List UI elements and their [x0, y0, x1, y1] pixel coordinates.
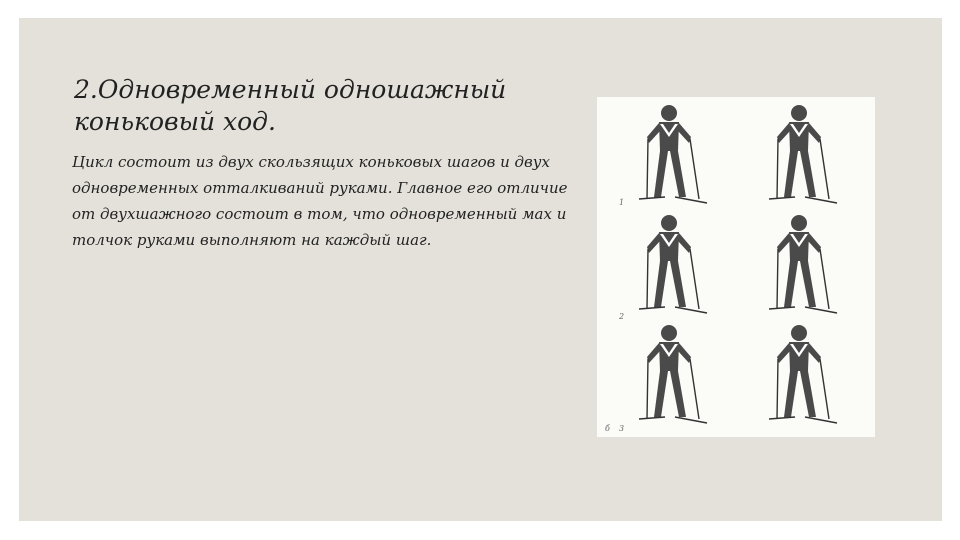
frame-label-1: 1: [619, 198, 625, 207]
slide: [19, 18, 942, 521]
slide-title: 2.Одновременный одношажный коньковый ход.: [74, 75, 507, 136]
skier-frame-6: [769, 325, 837, 423]
skier-frame-1: [639, 105, 707, 203]
frame-label-3: 3: [619, 424, 625, 433]
skier-frame-2: [769, 105, 837, 203]
skier-frame-3: [639, 215, 707, 313]
skier-frame-5: [639, 325, 707, 423]
frame-label-2: 2: [619, 312, 625, 321]
skier-illustration: [597, 97, 875, 437]
slide-body-text: Цикл состоит из двух скользящих коньковых шагов и двух одновременных отталкиваний руками. Главное его отличие от двухшажного состоит в том, что одновременный мах и толчок руками выполняют на каждый шаг.: [72, 153, 568, 249]
frame-label-b: б: [605, 424, 610, 433]
skier-frame-4: [769, 215, 837, 313]
